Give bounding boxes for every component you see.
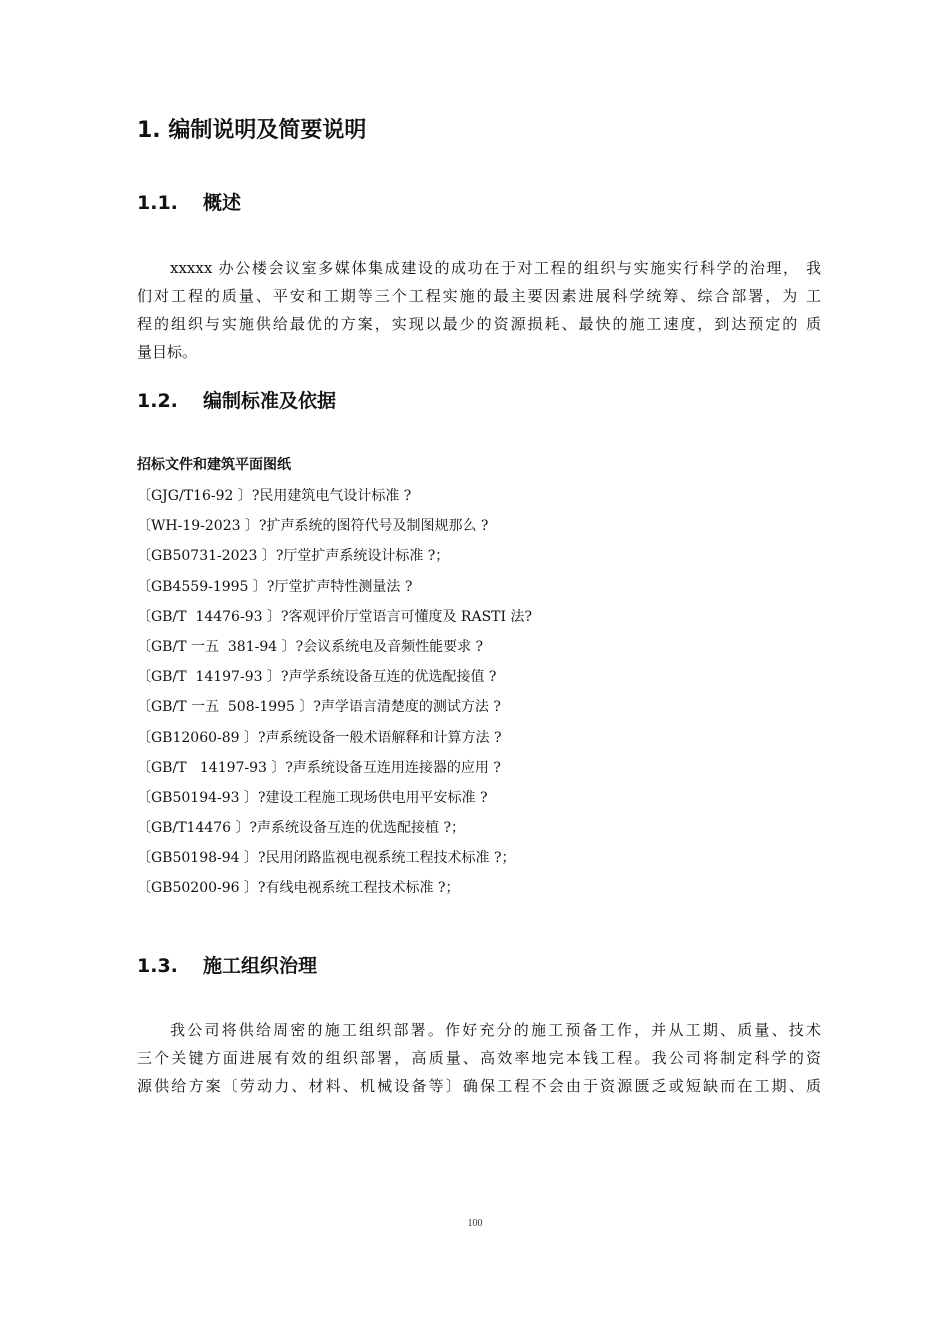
paragraph-line: xxxxx 办公楼会议室多媒体集成建设的成功在于对工程的组织与实施实行科学的治理， 我 <box>170 259 821 277</box>
reference-item: 〔GB50194-93 〕?建设工程施工现场供电用平安标准 ? <box>137 789 488 806</box>
reference-list <box>137 481 532 904</box>
reference-item: 〔GB/T 一五 508-1995 〕?声学语言清楚度的测试方法 ? <box>137 699 501 716</box>
reference-item: 〔GB4559-1995 〕?厅堂扩声特性测量法 ? <box>137 578 413 595</box>
reference-item: 〔GB/T 一五 381-94 〕?会议系统电及音频性能要求 ? <box>137 638 484 655</box>
paragraph-line: 源供给方案〔劳动力、材料、机械设备等〕确保工程不会由于资源匮乏或短缺而在工期、质 <box>137 1077 821 1095</box>
management-paragraph <box>137 1016 821 1100</box>
paragraph-line: 三个关键方面进展有效的组织部署，高质量、高效率地完本钱工程。我公司将制定科学的资 <box>137 1049 821 1067</box>
page-number: 100 <box>467 1218 483 1229</box>
section-number: 1.1. <box>137 192 178 214</box>
section-title: 编制标准及依据 <box>203 390 337 412</box>
section-heading-basis <box>137 387 336 415</box>
reference-item: 〔GB50200-96 〕?有线电视系统工程技术标准 ?； <box>137 880 460 897</box>
section-title: 概述 <box>203 192 242 214</box>
reference-item: 〔GB50198-94 〕?民用闭路监视电视系统工程技术标准 ?； <box>137 850 516 867</box>
reference-item: 〔GB/T 14197-93 〕?声系统设备互连用连接器的应用 ? <box>137 759 501 776</box>
section-number: 1.2. <box>137 390 178 412</box>
reference-item: 〔GB12060-89 〕?声系统设备一般术语解释和计算方法 ? <box>137 729 502 746</box>
paragraph-line: 量目标。 <box>137 343 198 361</box>
paragraph-line: 我公司将供给周密的施工组织部署。作好充分的施工预备工作，并从工期、质量、技术 <box>170 1021 821 1039</box>
section-heading-overview <box>137 189 241 217</box>
reference-item: 〔GB/T14476 〕?声系统设备互连的优选配接植 ?； <box>137 820 465 837</box>
paragraph-line: 们对工程的质量、平安和工期等三个工程实施的最主要因素进展科学统筹、综合部署，为 工 <box>137 287 821 305</box>
reference-item: 〔GB/T 14476-93 〕?客观评价厅堂语言可懂度及 RASTI 法? <box>137 608 532 625</box>
paragraph-line: 程的组织与实施供给最优的方案，实现以最少的资源损耗、最快的施工速度，到达预定的 质 <box>137 315 821 333</box>
reference-item: 〔GB50731-2023 〕?厅堂扩声系统设计标准 ?； <box>137 548 450 565</box>
section-number: 1.3. <box>137 955 178 977</box>
section-title: 施工组织治理 <box>203 955 318 977</box>
reference-item: 〔WH-19-2023 〕?扩声系统的图符代号及制图规那么 ? <box>137 518 489 535</box>
reference-item: 〔GB/T 14197-93 〕?声学系统设备互连的优选配接值 ? <box>137 669 497 686</box>
overview-paragraph <box>137 254 821 366</box>
section-heading-management <box>137 952 317 980</box>
basis-subheading: 招标文件和建筑平面图纸 <box>137 457 291 473</box>
heading-1: 1. 编制说明及简要说明 <box>137 118 367 143</box>
reference-item: 〔GJG/T16-92 〕?民用建筑电气设计标准 ? <box>137 488 412 504</box>
